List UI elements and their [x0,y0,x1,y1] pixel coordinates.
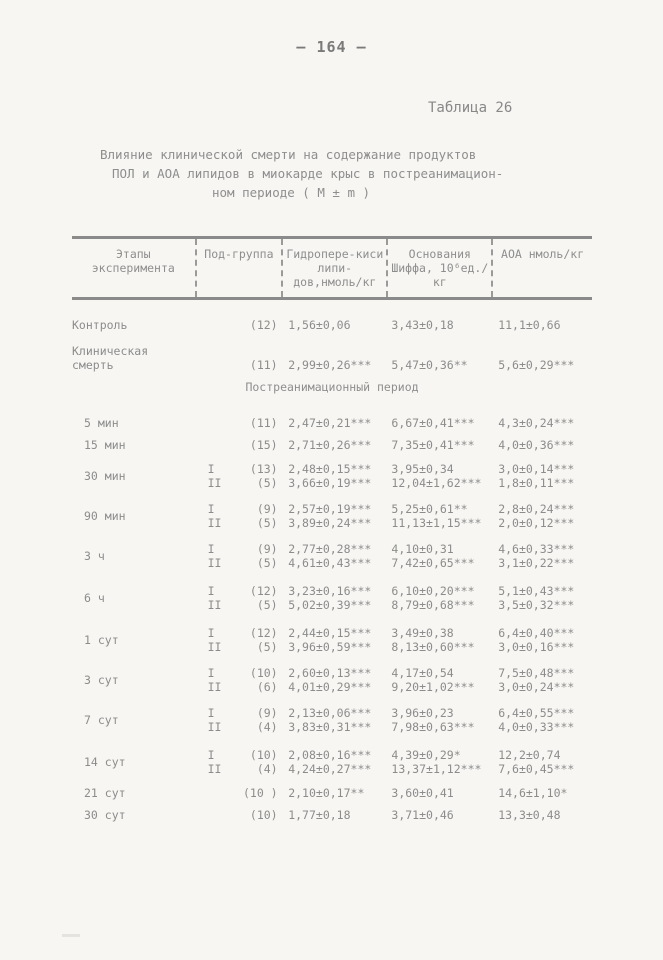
cell-schiff-bases: 7,35±0,41*** [391,438,475,452]
stage-label: 21 сут [84,786,126,800]
cell-aoa: 4,0±0,33*** [498,720,575,734]
row-stage [72,776,196,800]
subgroup-count: (11) [249,358,278,372]
subgroup-count: (4) [256,762,278,776]
subgroup-count: (5) [256,476,278,490]
stage-label: 30 сут [84,808,126,822]
cell-hydroperoxides: 3,23±0,16*** [288,584,372,598]
row-subgroup [196,694,283,720]
cell-aoa: 1,8±0,11*** [498,476,575,490]
row-subgroup [196,654,283,680]
subgroup-number: I [207,706,215,720]
title-line: ПОЛ и АОА липидов в миокарде крыс в постреанимацион- [112,166,504,181]
cell-schiff-bases: 3,43±0,18 [391,318,454,332]
stage-label: 7 сут [84,713,119,727]
cell-hydroperoxides: 4,24±0,27*** [288,762,372,776]
subgroup-number: II [207,680,222,694]
column-header-stage: Этапы эксперимента [72,238,196,299]
cell-schiff-bases: 6,67±0,41*** [391,416,475,430]
cell-schiff-bases: 8,79±0,68*** [391,598,475,612]
subgroup-count: (5) [256,516,278,530]
row-subgroup [196,452,283,476]
row-subgroup [196,570,283,598]
cell-schiff-bases: 4,10±0,31 [391,542,454,556]
table-row [72,776,592,800]
table-label: Таблица 26 [428,100,513,116]
cell-aoa: 6,4±0,55*** [498,706,575,720]
column-header-aoa: АОА нмоль/кг [492,238,592,299]
subgroup-count: (10 ) [242,786,278,800]
cell-schiff-bases: 3,60±0,41 [391,786,454,800]
subgroup-count: (5) [256,556,278,570]
cell-schiff-bases: 3,71±0,46 [391,808,454,822]
cell-schiff-bases: 8,13±0,60*** [391,640,475,654]
cell-hydroperoxides: 3,89±0,24*** [288,516,372,530]
subgroup-count: (9) [256,502,278,516]
row-subgroup [196,800,283,822]
cell-aoa: 3,0±0,24*** [498,680,575,694]
row-subgroup [196,490,283,516]
row-stage [72,800,196,822]
subgroup-number: II [207,556,222,570]
subgroup-number: I [207,542,215,556]
row-stage [72,654,196,694]
stage-label: 3 ч [84,549,105,563]
stage-label: 90 мин [84,509,126,523]
cell-aoa: 4,0±0,36*** [498,438,575,452]
row-stage [72,452,196,490]
column-header-schiff-bases: Основания Шиффа, 10⁶ед./кг [387,238,492,299]
cell-schiff-bases: 5,25±0,61** [391,502,468,516]
cell-hydroperoxides: 2,10±0,17** [288,786,365,800]
cell-schiff-bases: 3,96±0,23 [391,706,454,720]
row-stage [72,694,196,734]
stage-label: 3 сут [84,673,119,687]
subgroup-count: (12) [249,626,278,640]
subgroup-number: I [207,502,215,516]
cell-hydroperoxides: 1,77±0,18 [288,808,351,822]
table-body [72,299,592,823]
cell-schiff-bases: 7,98±0,63*** [391,720,475,734]
cell-schiff-bases: 6,10±0,20*** [391,584,475,598]
cell-aoa: 2,0±0,12*** [498,516,575,530]
row-subgroup [196,680,283,694]
table-row [72,490,592,516]
cell-aoa: 5,1±0,43*** [498,584,575,598]
table-row [72,694,592,720]
cell-hydroperoxides: 2,08±0,16*** [288,748,372,762]
cell-hydroperoxides: 2,77±0,28*** [288,542,372,556]
subgroup-count: (5) [256,640,278,654]
row-subgroup [196,406,283,430]
table-header-row [72,238,592,299]
cell-hydroperoxides: 2,99±0,26*** [288,358,372,372]
cell-hydroperoxides: 2,47±0,21*** [288,416,372,430]
cell-aoa: 3,1±0,22*** [498,556,575,570]
table-title [100,145,570,202]
cell-aoa: 7,6±0,45*** [498,762,575,776]
cell-schiff-bases: 12,04±1,62*** [391,476,482,490]
cell-aoa: 2,8±0,24*** [498,502,575,516]
subgroup-number: I [207,666,215,680]
cell-hydroperoxides: 2,60±0,13*** [288,666,372,680]
subgroup-count: (9) [256,706,278,720]
row-subgroup [196,776,283,800]
cell-schiff-bases: 4,17±0,54 [391,666,454,680]
row-subgroup [196,299,283,333]
stage-label: 14 сут [84,755,126,769]
subgroup-count: (10) [249,666,278,680]
cell-schiff-bases: 11,13±1,15*** [391,516,482,530]
page-number: – 164 – [296,38,367,56]
subgroup-number: II [207,720,222,734]
subgroup-count: (6) [256,680,278,694]
cell-hydroperoxides: 2,57±0,19*** [288,502,372,516]
cell-aoa: 11,1±0,66 [498,318,561,332]
table-row [72,612,592,640]
cell-schiff-bases: 9,20±1,02*** [391,680,475,694]
title-line: ном периоде ( M ± m ) [212,185,371,200]
table-row [72,452,592,476]
cell-hydroperoxides: 1,56±0,06 [288,318,351,332]
row-stage [72,406,196,430]
subgroup-number: II [207,476,222,490]
subgroup-count: (4) [256,720,278,734]
row-subgroup [196,430,283,452]
subgroup-number: I [207,748,215,762]
cell-aoa: 5,6±0,29*** [498,358,575,372]
cell-schiff-bases: 3,49±0,38 [391,626,454,640]
cell-aoa: 4,3±0,24*** [498,416,575,430]
row-subgroup [196,720,283,734]
cell-hydroperoxides: 2,13±0,06*** [288,706,372,720]
cell-aoa: 3,0±0,16*** [498,640,575,654]
row-subgroup [196,530,283,556]
cell-aoa: 13,3±0,48 [498,808,561,822]
subgroup-number: I [207,584,215,598]
row-stage [72,530,196,570]
stage-label: 30 мин [84,469,126,483]
table-row [72,430,592,452]
data-table [72,236,592,822]
cell-aoa: 3,5±0,32*** [498,598,575,612]
scan-mark [62,934,80,937]
row-stage [72,612,196,654]
cell-schiff-bases: 4,39±0,29* [391,748,461,762]
subgroup-count: (11) [249,416,278,430]
subgroup-number: II [207,598,222,612]
cell-aoa: 14,6±1,10* [498,786,568,800]
cell-hydroperoxides: 4,61±0,43*** [288,556,372,570]
row-stage [72,430,196,452]
cell-aoa: 3,0±0,14*** [498,462,575,476]
cell-hydroperoxides: 5,02±0,39*** [288,598,372,612]
column-header-hydroperoxides: Гидропере-киси липи-дов,нмоль/кг [282,238,387,299]
table-row [72,406,592,430]
cell-schiff-bases: 7,42±0,65*** [391,556,475,570]
subgroup-count: (10) [249,808,278,822]
stage-label: 6 ч [84,591,105,605]
subgroup-count: (15) [249,438,278,452]
row-subgroup [196,598,283,612]
row-subgroup [196,332,283,372]
subgroup-number: I [207,626,215,640]
subgroup-count: (13) [249,462,278,476]
row-subgroup [196,476,283,490]
stage-label: Контроль [72,318,128,332]
subgroup-count: (10) [249,748,278,762]
row-stage [72,570,196,612]
cell-schiff-bases: 13,37±1,12*** [391,762,482,776]
cell-aoa: 4,6±0,33*** [498,542,575,556]
stage-label: 5 мин [84,416,119,430]
subgroup-count: (9) [256,542,278,556]
table-row [72,530,592,556]
title-line: Влияние клинической смерти на содержание продуктов [100,147,477,162]
cell-aoa: 6,4±0,40*** [498,626,575,640]
row-subgroup [196,556,283,570]
stage-label: 1 сут [84,633,119,647]
table-row [72,800,592,822]
cell-hydroperoxides: 2,48±0,15*** [288,462,372,476]
row-stage [72,490,196,530]
table-row [72,654,592,680]
table-row [72,299,592,333]
cell-hydroperoxides: 3,83±0,31*** [288,720,372,734]
stage-label: Клиническая смерть [72,344,149,372]
cell-aoa: 12,2±0,74 [498,748,561,762]
row-subgroup [196,516,283,530]
subgroup-number: II [207,640,222,654]
row-stage [72,332,196,372]
subgroup-count: (12) [249,318,278,332]
row-subgroup [196,734,283,762]
subgroup-count: (5) [256,598,278,612]
section-row [72,372,592,406]
row-subgroup [196,640,283,654]
subgroup-count: (12) [249,584,278,598]
cell-hydroperoxides: 4,01±0,29*** [288,680,372,694]
table-row [72,734,592,762]
row-stage [72,734,196,776]
cell-hydroperoxides: 2,71±0,26*** [288,438,372,452]
subgroup-number: I [207,462,215,476]
section-label: Постреанимационный период [245,380,419,394]
cell-schiff-bases: 3,95±0,34 [391,462,454,476]
stage-label: 15 мин [84,438,126,452]
cell-aoa: 7,5±0,48*** [498,666,575,680]
subgroup-number: II [207,762,222,776]
column-header-subgroup: Под-группа [196,238,283,299]
cell-hydroperoxides: 3,96±0,59*** [288,640,372,654]
table-row [72,332,592,372]
cell-hydroperoxides: 2,44±0,15*** [288,626,372,640]
row-subgroup [196,762,283,776]
row-subgroup [196,612,283,640]
cell-hydroperoxides: 3,66±0,19*** [288,476,372,490]
row-stage [72,299,196,333]
cell-schiff-bases: 5,47±0,36** [391,358,468,372]
table-row [72,570,592,598]
subgroup-number: II [207,516,222,530]
